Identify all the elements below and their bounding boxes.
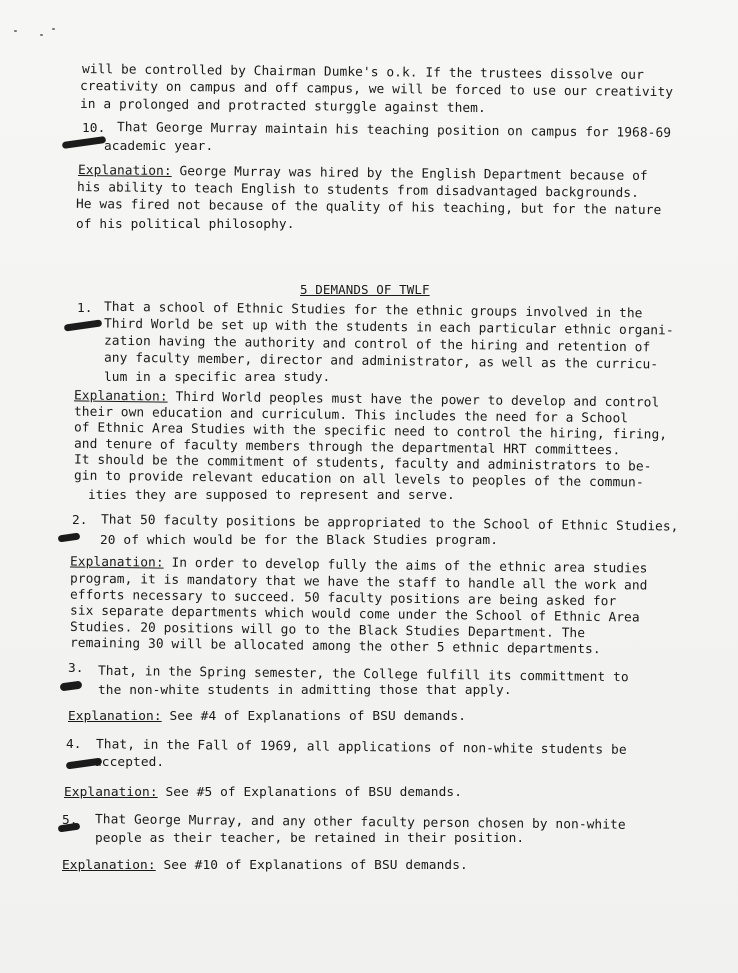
- intro-line: creativity on campus and off campus, we will be forced to use our creativity: [79, 78, 674, 101]
- explanation-line: Studies. 20 positions will go to the Black Studies Department. The: [69, 619, 586, 642]
- explanation-label: Explanation:: [62, 858, 156, 873]
- redaction-mark: [60, 681, 83, 692]
- explanation-line: of Ethnic Area Studies with the specific need to control the hiring, firing,: [73, 420, 668, 443]
- demand-number: 5.: [62, 813, 78, 828]
- explanation-line: and tenure of faculty members through the departmental HRT committees.: [73, 436, 621, 459]
- explanation-line: their own education and curriculum. This includes the need for a School: [73, 404, 629, 427]
- explanation-line: program, it is mandatory that we have the staff to handle all the work and: [69, 571, 648, 594]
- explanation-label: Explanation:: [73, 388, 168, 405]
- explanation-line: ities they are supposed to represent and serve.: [88, 488, 455, 503]
- demand-text: zation having the authority and control of the hiring and retention of: [103, 333, 651, 356]
- demand-text: the non-white students in admitting those that apply.: [98, 683, 512, 698]
- redaction-mark: [62, 136, 107, 149]
- item-number: 10.: [82, 121, 106, 136]
- explanation-line: of his political philosophy.: [76, 217, 295, 232]
- speck: [52, 28, 55, 30]
- explanation-text: George Murray was hired by the English Department because of: [171, 163, 648, 184]
- speck: [40, 34, 43, 36]
- redaction-mark: [64, 319, 103, 331]
- explanation-line: remaining 30 will be allocated among the other 5 ethnic departments.: [69, 635, 601, 658]
- explanation-text: See #5 of Explanations of BSU demands.: [157, 785, 463, 800]
- speck: [14, 30, 17, 32]
- intro-line: in a prolonged and protracted sturggle against them.: [79, 96, 486, 117]
- explanation: [68, 710, 466, 724]
- explanation-label: Explanation:: [69, 554, 164, 571]
- explanation-text: See #10 of Explanations of BSU demands.: [155, 858, 468, 873]
- redaction-mark: [58, 533, 81, 543]
- explanation: [64, 786, 462, 800]
- explanation-text: Third World peoples must have the power to develop and control: [167, 389, 660, 411]
- explanation-line: his ability to teach English to students from disadvantaged backgrounds.: [76, 180, 639, 201]
- demand-text: Third World be set up with the students in each particular ethnic organi-: [103, 316, 674, 339]
- demand-number: 3.: [68, 661, 84, 676]
- intro-line: will be controlled by Chairman Dumke's o.k. If the trustees dissolve our: [81, 62, 644, 83]
- explanation-line: gin to provide relevant education on all levels to peoples of the commun-: [73, 468, 644, 491]
- demand-text: That a school of Ethnic Studies for the ethnic groups involved in the: [103, 299, 643, 322]
- demand-text: That, in the Fall of 1969, all applications of non-white students be: [95, 737, 627, 758]
- item-text: That George Murray maintain his teaching position on campus for 1968-69: [116, 120, 672, 141]
- explanation-line: efforts necessary to succeed. 50 faculty positions are being asked for: [69, 587, 617, 610]
- explanation-label: Explanation:: [64, 785, 158, 800]
- demand-text: people as their teacher, be retained in their position.: [95, 831, 525, 846]
- explanation-label: Explanation:: [77, 163, 172, 179]
- demand-text: accepted.: [94, 755, 165, 770]
- demand-text: That 50 faculty positions be appropriated to the School of Ethnic Studies,: [100, 512, 679, 535]
- demand-text: That George Murray, and any other faculty person chosen by non-white: [94, 812, 626, 833]
- explanation: [62, 859, 468, 873]
- explanation-line: six separate departments which would come under the School of Ethnic Area: [69, 603, 640, 626]
- explanation-text: In order to develop fully the aims of the ethnic area studies: [163, 555, 648, 577]
- demand-text: 20 of which would be for the Black Studies program.: [100, 533, 499, 548]
- explanation-text: See #4 of Explanations of BSU demands.: [161, 709, 467, 724]
- section-title: 5 DEMANDS OF TWLF: [300, 282, 430, 297]
- demand-number: 4.: [66, 737, 82, 752]
- demand-text: That, in the Spring semester, the College fulfill its committment to: [97, 663, 629, 686]
- explanation-line: He was fired not because of the quality of his teaching, but for the nature: [75, 196, 662, 219]
- demand-number: 2.: [72, 513, 88, 528]
- explanation-label: Explanation:: [68, 709, 162, 724]
- demand-number: 1.: [77, 301, 93, 316]
- item-text: academic year.: [104, 139, 214, 154]
- demand-text: lum in a specific area study.: [104, 370, 331, 385]
- explanation-line: It should be the commitment of students, faculty and administrators to be-: [73, 452, 652, 475]
- demand-text: any faculty member, director and administrator, as well as the curricu-: [103, 350, 659, 373]
